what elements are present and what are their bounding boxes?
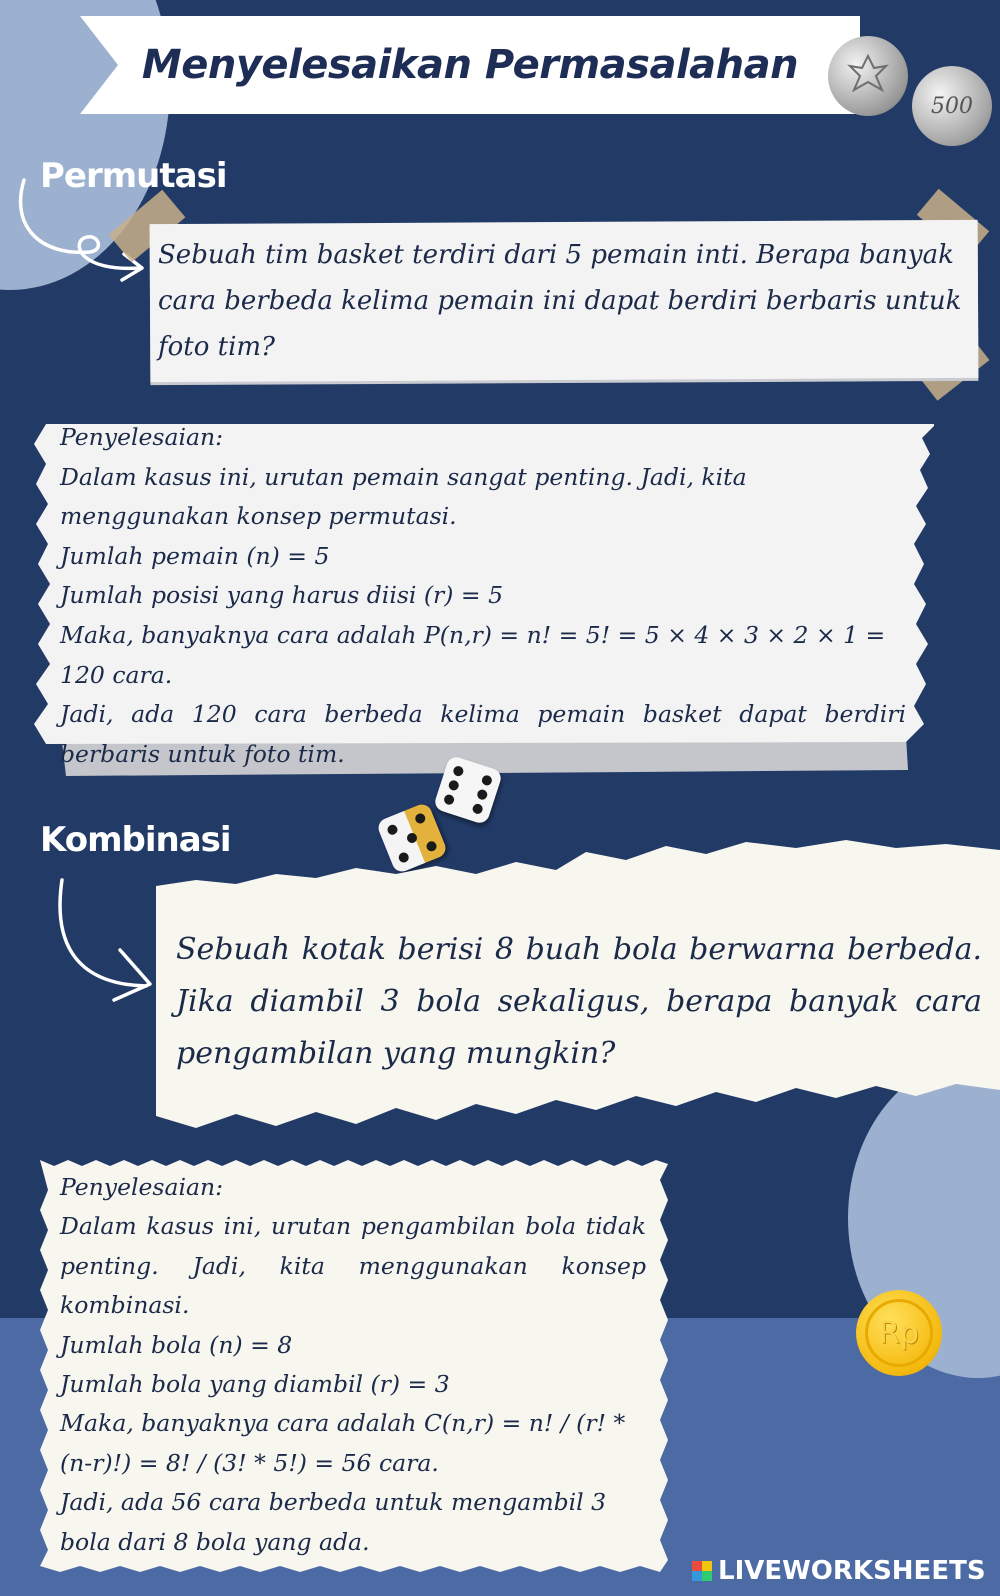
curved-arrow-icon (50, 874, 160, 1004)
rupiah-coin-label: Rp (865, 1299, 933, 1367)
page-title: Menyelesaikan Permasalahan (141, 42, 799, 88)
permutasi-question-text: Sebuah tim basket terdiri dari 5 pemain inti. Berapa banyak cara berbeda kelima pemain ini dapat berdiri berbaris untuk foto tim? (158, 240, 962, 362)
title-banner (80, 16, 860, 114)
solution-line: Jumlah pemain (n) = 5 (60, 541, 330, 570)
solution-heading: Penyelesaian: (60, 423, 224, 451)
solution-line: Maka, banyaknya cara adalah P(n,r) = n! = 5! = 5 × 4 × 3 × 2 × 1 = 120 cara. (60, 620, 886, 689)
silver-coin-icon (828, 36, 908, 116)
solution-line: Jumlah bola yang diambil (r) = 3 (60, 1370, 450, 1399)
solution-line: Dalam kasus ini, urutan pemain sangat penting. Jadi, kita menggunakan konsep permutasi. (60, 462, 747, 531)
solution-line: Dalam kasus ini, urutan pengambilan bola tidak penting. Jadi, kita menggunakan konsep kombinasi. (60, 1212, 646, 1320)
permutasi-solution-card (26, 424, 934, 776)
section-label-kombinasi: Kombinasi (40, 820, 231, 860)
liveworksheets-logo-icon (692, 1561, 712, 1581)
solution-line: Maka, banyaknya cara adalah C(n,r) = n! / (r! * (n-r)!) = 8! / (3! * 5!) = 56 cara. (60, 1409, 626, 1477)
solution-line: Jadi, ada 56 cara berbeda untuk mengambil 3 bola dari 8 bola yang ada. (60, 1488, 607, 1556)
coin-value: 500 (931, 93, 973, 119)
section-label-permutasi: Permutasi (40, 156, 227, 196)
watermark-text: LIVEWORKSHEETS (718, 1556, 986, 1586)
solution-line: Jumlah bola (n) = 8 (60, 1330, 293, 1359)
solution-line: Jumlah posisi yang harus diisi (r) = 5 (60, 581, 504, 610)
garuda-emblem-icon (828, 36, 908, 116)
solution-heading: Penyelesaian: (60, 1173, 224, 1201)
permutasi-question-card (150, 222, 978, 380)
rupiah-coin-icon (856, 1290, 942, 1376)
silver-coin-500-icon (912, 66, 992, 146)
kombinasi-solution-card (40, 1160, 668, 1572)
kombinasi-question-text: Sebuah kotak berisi 8 buah bola berwarna berbeda. Jika diambil 3 bola sekaligus, berapa banyak cara pengambilan yang mungkin? (176, 932, 982, 1071)
solution-line: Jadi, ada 120 cara berbeda kelima pemain basket dapat berdiri berbaris untuk foto tim. (60, 700, 906, 768)
liveworksheets-watermark[interactable] (692, 1556, 986, 1586)
kombinasi-question-card (156, 840, 1000, 1130)
